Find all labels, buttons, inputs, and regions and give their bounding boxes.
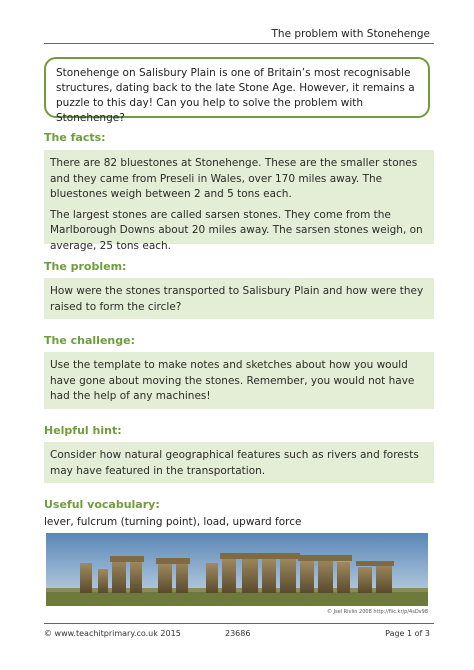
problem-text: How were the stones transported to Salisbury Plain and how were they raised to form the circle? [50,285,424,313]
challenge-box [44,352,434,409]
problem-heading: The problem: [44,260,127,273]
footer-page-number: Page 1 of 3 [385,629,430,638]
footer-resource-code: 23686 [225,629,251,638]
facts-box [44,150,434,252]
facts-paragraph-2: The largest stones are called sarsen stones. They come from the Marlborough Downs about 20 miles away. The sarsen stones weigh, on average, 25 tons each. [50,208,423,252]
header-divider [44,43,434,44]
photo-credit: © Jsel Rivlin 2008 http://flic.kr/p/4sDv98 [326,609,428,615]
intro-box: Stonehenge on Salisbury Plain is one of Britain’s most recognisable structures, dating back to the late Stone Age. However, it remains a puzzle to this day! Can you help to solve the problem with Stonehenge? [44,57,430,118]
footer-copyright: © www.teachitprimary.co.uk 2015 [44,629,181,638]
hint-text: Consider how natural geographical features such as rivers and forests may have featured in the transportation. [50,449,419,477]
vocabulary-heading: Useful vocabulary: [44,498,160,511]
page-header-title: The problem with Stonehenge [271,28,430,40]
stonehenge-photo [46,533,428,606]
hint-box [44,442,434,483]
facts-heading: The facts: [44,131,106,144]
footer-divider [44,623,434,624]
vocabulary-text: lever, fulcrum (turning point), load, upward force [44,516,302,528]
problem-box [44,278,434,319]
hint-heading: Helpful hint: [44,424,122,437]
challenge-text: Use the template to make notes and sketches about how you would have gone about moving the stones. Remember, you would not have had the help of any machines! [50,359,415,402]
challenge-heading: The challenge: [44,334,135,347]
facts-paragraph-1: There are 82 bluestones at Stonehenge. These are the smaller stones and they came from Preseli in Wales, over 170 miles away. The bluestones weigh between 2 and 5 tons each. [50,157,418,200]
